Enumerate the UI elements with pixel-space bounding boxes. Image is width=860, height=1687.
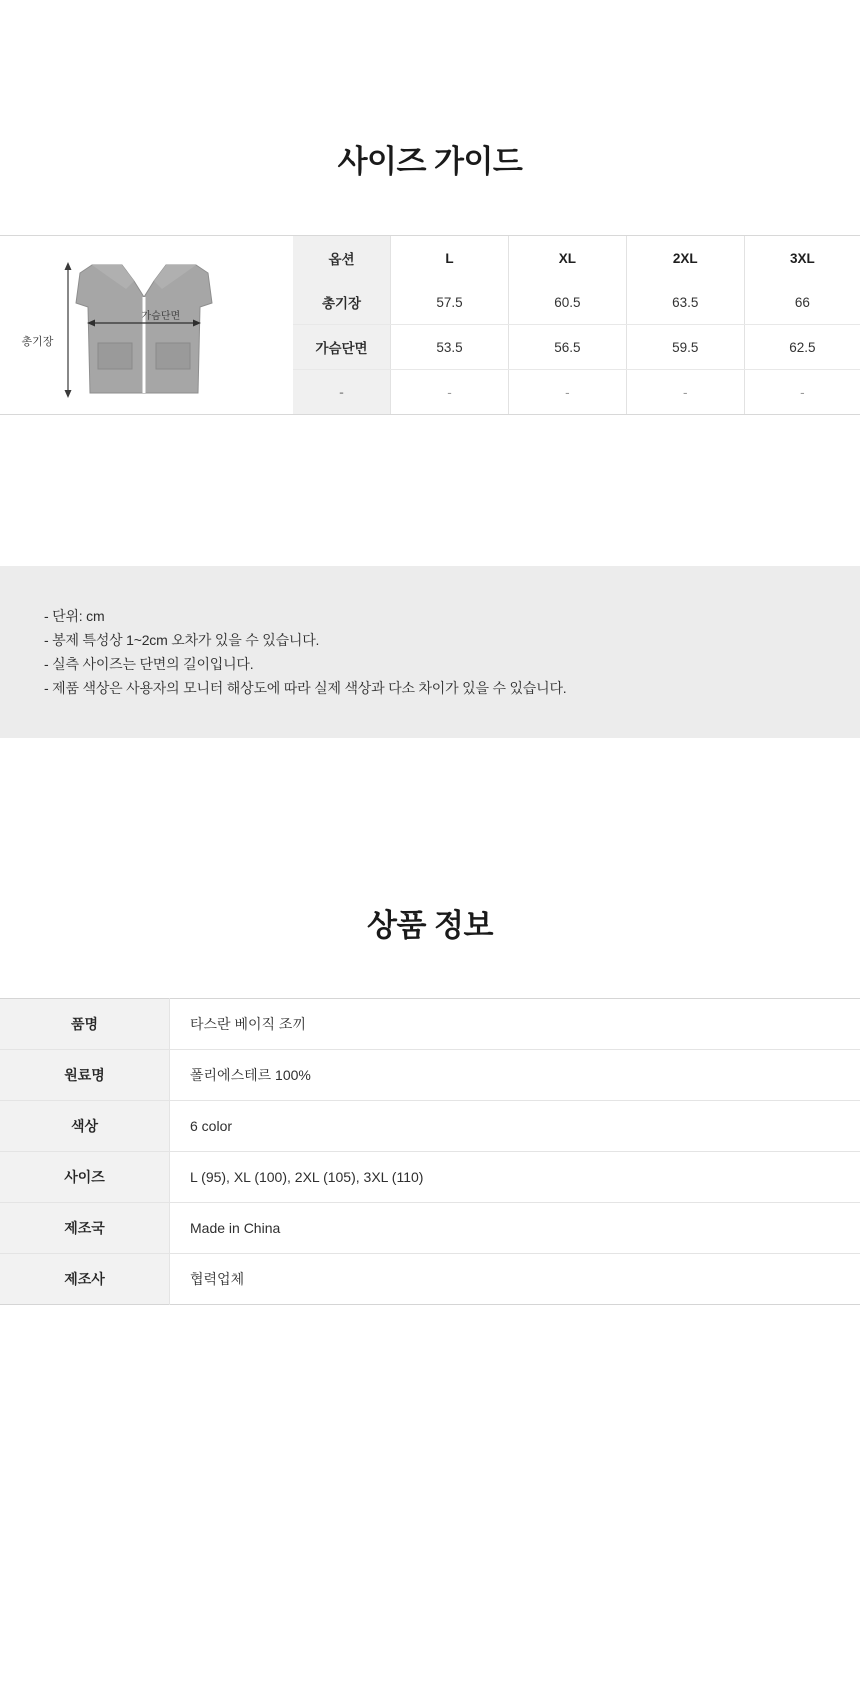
figure-total-length-label: 총기장 [21,336,54,348]
info-row-value: 타스란 베이직 조끼 [170,999,860,1050]
vest-illustration-icon [22,245,272,405]
info-row [0,999,860,1050]
size-row-label: 가슴단면 [293,325,391,370]
note-item: - 단위: cm [44,608,105,624]
size-table-row [293,370,860,415]
size-table-col-xl: XL [508,236,626,280]
info-row-value: L (95), XL (100), 2XL (105), 3XL (110) [170,1152,860,1203]
size-cell: 66 [744,280,860,325]
size-cell: - [744,370,860,415]
size-row-label: - [293,370,391,415]
size-table-option-header: 옵션 [293,236,391,280]
vest-figure-cell [0,236,293,414]
info-row [0,1101,860,1152]
size-cell: - [626,370,744,415]
info-row-label: 색상 [0,1101,170,1152]
size-cell: - [391,370,509,415]
size-row-label: 총기장 [293,280,391,325]
size-cell: 57.5 [391,280,509,325]
info-row-label: 품명 [0,999,170,1050]
product-info-title: 상품 정보 [367,908,493,943]
info-row-value: Made in China [170,1203,860,1254]
size-table-row [293,280,860,325]
size-table-header-row [293,236,860,280]
size-table-col-l: L [391,236,509,280]
info-row [0,1203,860,1254]
info-row-value: 폴리에스테르 100% [170,1050,860,1101]
figure-chest-label: 가슴단면 [141,311,181,322]
note-item: - 실측 사이즈는 단면의 길이입니다. [44,656,254,672]
info-row-label: 제조사 [0,1254,170,1305]
size-cell: 59.5 [626,325,744,370]
size-guide-title: 사이즈 가이드 [337,144,523,179]
size-table-col-2xl: 2XL [626,236,744,280]
size-notes-block [0,566,860,738]
note-item: - 봉제 특성상 1~2cm 오차가 있을 수 있습니다. [44,632,320,648]
size-guide-block [0,235,860,415]
size-table-col-3xl: 3XL [744,236,860,280]
size-cell: 60.5 [508,280,626,325]
size-measurement-table [293,236,860,414]
info-row [0,1050,860,1101]
note-item: - 제품 색상은 사용자의 모니터 해상도에 따라 실제 색상과 다소 차이가 있을 수 있습니다. [44,680,567,696]
info-row-label: 사이즈 [0,1152,170,1203]
info-row [0,1152,860,1203]
size-cell: 62.5 [744,325,860,370]
size-cell: 63.5 [626,280,744,325]
info-row-label: 제조국 [0,1203,170,1254]
size-cell: - [508,370,626,415]
info-row-label: 원료명 [0,1050,170,1101]
info-row-value: 6 color [170,1101,860,1152]
size-table-row [293,325,860,370]
info-row [0,1254,860,1305]
size-cell: 53.5 [391,325,509,370]
product-info-table [0,998,860,1305]
info-row-value: 협력업체 [190,1271,245,1287]
size-cell: 56.5 [508,325,626,370]
